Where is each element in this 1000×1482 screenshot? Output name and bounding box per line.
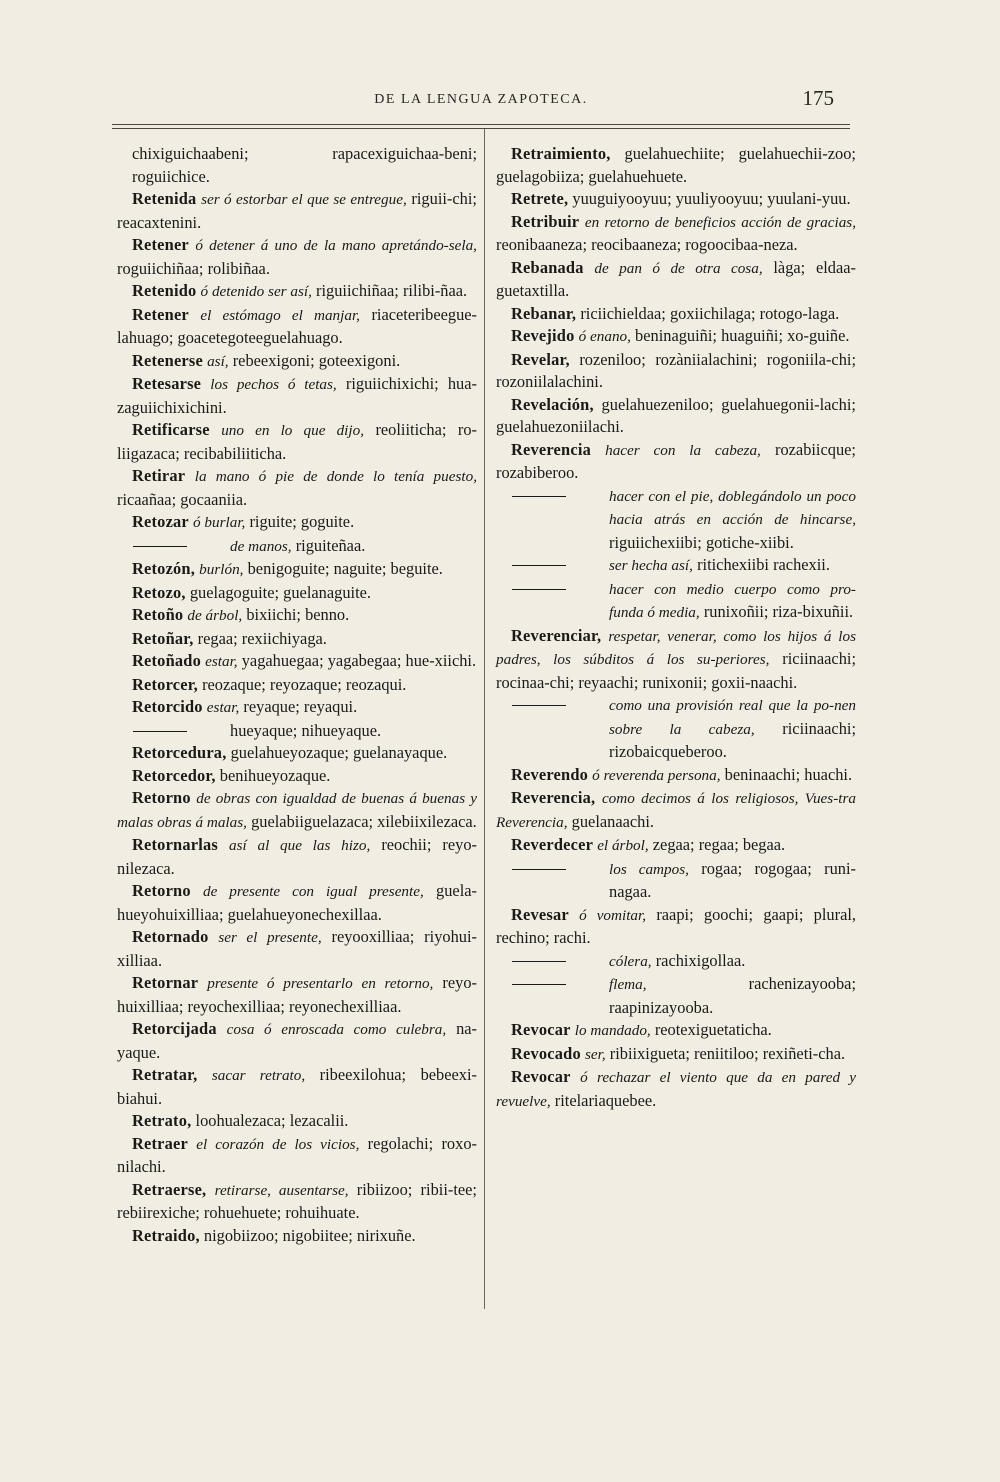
- gloss-italic: la mano ó pie de donde lo tenía puesto,: [194, 468, 477, 485]
- headword: Retribuir: [511, 211, 580, 231]
- gloss-italic: sacar retrato,: [211, 1067, 306, 1084]
- dictionary-entry: [117, 834, 477, 880]
- repeat-dash: [512, 565, 566, 566]
- gloss-italic: ó detenido ser así,: [200, 283, 312, 300]
- gloss-italic: ó enano,: [578, 328, 631, 345]
- subentry: [117, 535, 477, 559]
- dictionary-entry: [117, 1064, 477, 1110]
- headword: Retorcedura,: [132, 743, 227, 762]
- dictionary-entry: [117, 558, 477, 582]
- headword: Retornarlas: [132, 835, 218, 854]
- gloss-italic: en retorno de beneficios acción de gracias,: [584, 213, 856, 231]
- dictionary-entry: [117, 234, 477, 280]
- dictionary-entry: [117, 604, 477, 628]
- headword: Reverendo: [511, 764, 589, 784]
- dictionary-entry: [496, 303, 856, 326]
- entry-definition: riguite; goguite.: [249, 512, 355, 531]
- dictionary-entry: [496, 787, 856, 834]
- dictionary-entry: [496, 764, 856, 788]
- headword: Retornar: [132, 973, 199, 992]
- gloss-italic: presente ó presentarlo en retorno,: [207, 975, 434, 992]
- column-divider: [484, 129, 485, 1309]
- headword: Retificarse: [132, 420, 210, 439]
- gloss-italic: retirarse, ausentarse,: [214, 1181, 349, 1199]
- entry-definition: runixoñii; riza-bixuñii.: [703, 602, 854, 621]
- entry-definition: riciinaachi; rizobaicqueberoo.: [609, 718, 856, 761]
- entry-definition: guelanaachi.: [571, 811, 655, 831]
- gloss-italic: hacer con la cabeza,: [605, 441, 761, 459]
- headword: Retener: [132, 235, 189, 254]
- entry-definition: reyooxilliaa; riyohui-xilliaa.: [117, 927, 477, 970]
- entry-definition: regaa; rexiichiyaga.: [197, 628, 327, 648]
- headword: Retorno: [132, 788, 191, 807]
- gloss-italic: el corazón de los vicios,: [196, 1135, 360, 1153]
- entry-definition: rogaa; rogogaa; runi-nagaa.: [609, 858, 856, 901]
- dictionary-entry: [496, 439, 856, 485]
- repeat-dash: [512, 961, 566, 962]
- dictionary-entry: [117, 373, 477, 419]
- entry-definition: rachixigollaa.: [655, 950, 746, 970]
- headword: Retorcijada: [132, 1019, 217, 1038]
- entry-continuation: [117, 143, 477, 188]
- headword: Rebanada: [511, 257, 584, 277]
- headword: Retornado: [132, 927, 209, 946]
- entry-definition: guelahueyozaque; guelanayaque.: [230, 743, 448, 762]
- dictionary-entry: [496, 1043, 856, 1067]
- header-rule-double: [112, 128, 850, 129]
- headword: Revocado: [511, 1043, 581, 1063]
- headword: Retozar: [132, 512, 189, 531]
- page-header: [112, 86, 850, 120]
- dictionary-entry: [117, 280, 477, 304]
- headword: Retratar,: [132, 1065, 198, 1084]
- entry-definition: reonibaaneza; reocibaaneza; rogoocibaa-neza.: [496, 235, 798, 254]
- subentry: [496, 950, 856, 974]
- dictionary-entry: [496, 625, 856, 695]
- entry-definition: làga; eldaa-guetaxtilla.: [496, 257, 857, 300]
- repeat-dash: [512, 869, 566, 870]
- entry-definition: rozabiicque; rozabiberoo.: [496, 439, 856, 482]
- entry-definition: na-yaque.: [117, 1019, 477, 1062]
- headword: Retozón,: [132, 559, 196, 578]
- dictionary-entry: [496, 394, 856, 439]
- repeat-dash: [133, 546, 187, 547]
- entry-definition: reozaque; reyozaque; reozaqui.: [202, 674, 407, 694]
- gloss-italic: respetar, venerar, como los hijos á los padres, los súbditos á los su-periores,: [496, 627, 856, 668]
- dictionary-entry: [117, 765, 477, 788]
- dictionary-entry: [496, 349, 856, 394]
- dictionary-entry: [117, 880, 477, 926]
- headword: Revesar: [511, 904, 569, 924]
- right-column: [496, 143, 856, 1113]
- dictionary-entry: [496, 1019, 856, 1043]
- dictionary-entry: [117, 628, 477, 651]
- dictionary-entry: [117, 582, 477, 605]
- entry-definition: guelahuechiite; guelahuechii-zoo; guelagobiiza; guelahuehuete.: [496, 144, 856, 186]
- entry-definition: bixiichi; benno.: [246, 605, 350, 624]
- gloss-italic: ser ó estorbar el que se entregue,: [201, 191, 407, 208]
- headword: Retraido,: [132, 1225, 200, 1245]
- dictionary-entry: [496, 1066, 856, 1113]
- entry-definition: yuuguiyooyuu; yuuliyooyuu; yuulani-yuu.: [572, 189, 851, 208]
- repeat-dash: [512, 705, 566, 706]
- gloss-italic: hacer con medio cuerpo como pro-funda ó media,: [609, 580, 856, 621]
- headword: Retesarse: [132, 374, 202, 393]
- dictionary-entry: [117, 1225, 477, 1248]
- headword: Revelar,: [511, 349, 570, 369]
- entry-definition: reyo-huixilliaa; reyochexilliaa; reyonechexilliaa.: [117, 973, 477, 1016]
- dictionary-entry: [496, 325, 856, 349]
- entry-definition: regolachi; roxo-nilachi.: [117, 1133, 477, 1176]
- dictionary-entry: [117, 188, 477, 234]
- headword: Reverdecer: [511, 835, 594, 854]
- entry-definition: ritichexiibi rachexii.: [697, 555, 830, 574]
- subentry: [117, 720, 477, 743]
- headword: Retrato,: [132, 1111, 192, 1130]
- dictionary-entry: [496, 143, 856, 188]
- entry-definition: beninaguiñi; huaguiñi; xo-guiñe.: [635, 326, 850, 345]
- entry-definition: rachenizayooba; raapinizayooba.: [609, 974, 856, 1017]
- dictionary-entry: [496, 188, 856, 211]
- headword: Revocar: [511, 1020, 571, 1039]
- entry-definition: ritelariaquebee.: [554, 1090, 657, 1110]
- gloss-italic: como decimos á los religiosos, Vues-tra Reverencia,: [496, 790, 856, 831]
- entry-definition: reyaque; reyaqui.: [243, 697, 358, 716]
- entry-definition: riguiteñaa.: [295, 535, 366, 555]
- entry-definition: riguiichexiibi; gotiche-xiibi.: [609, 532, 794, 552]
- dictionary-entry: [117, 1110, 477, 1133]
- headword: Retener: [132, 304, 189, 324]
- gloss-italic: cosa ó enroscada como culebra,: [226, 1021, 447, 1038]
- subentry: [496, 578, 856, 625]
- gloss-italic: ser,: [585, 1045, 606, 1063]
- entry-definition: hueyaque; nihueyaque.: [230, 720, 382, 740]
- dictionary-entry: [117, 1179, 477, 1225]
- gloss-italic: ó detener á uno de la mano apretándo-sela,: [195, 237, 477, 254]
- entry-definition: yagahuegaa; yagabegaa; hue-xiichi.: [241, 651, 477, 670]
- header-rule: [112, 124, 850, 125]
- dictionary-entry: [117, 787, 477, 834]
- entry-definition: reochii; reyo-nilezaca.: [117, 835, 477, 878]
- dictionary-entry: [496, 904, 856, 950]
- repeat-dash: [512, 984, 566, 985]
- entry-definition: riguiichiñaa; rilibi-ñaa.: [316, 281, 468, 300]
- headword: Retorcedor,: [132, 765, 216, 785]
- dictionary-entry: [117, 674, 477, 697]
- headword: Retraerse,: [132, 1179, 207, 1199]
- gloss-italic: de pan ó de otra cosa,: [594, 259, 763, 277]
- entry-definition: riciinaachi; rocinaa-chi; reyaachi; runixonii; goxii-naachi.: [496, 649, 856, 692]
- gloss-italic: burlón,: [199, 561, 244, 578]
- gloss-italic: cólera,: [609, 952, 652, 970]
- dictionary-entry: [117, 742, 477, 765]
- headword: Retraimiento,: [511, 144, 611, 163]
- gloss-italic: lo mandado,: [574, 1022, 651, 1039]
- gloss-italic: estar,: [205, 653, 238, 670]
- dictionary-entry: [117, 650, 477, 674]
- gloss-italic: de árbol,: [187, 607, 243, 624]
- gloss-italic: el árbol,: [597, 837, 649, 854]
- headword: Retoñado: [132, 651, 201, 670]
- entry-definition: guelagoguite; guelanaguite.: [189, 582, 371, 602]
- entry-definition: riciichieldaa; goxiichilaga; rotogo-laga.: [580, 303, 840, 323]
- gloss-italic: uno en lo que dijo,: [221, 422, 364, 439]
- subentry: [496, 694, 856, 764]
- repeat-dash: [512, 496, 566, 497]
- repeat-dash: [133, 731, 187, 732]
- gloss-italic: ó burlar,: [193, 514, 246, 531]
- subentry: [496, 554, 856, 578]
- entry-definition: chixiguichaabeni; rapacexiguichaa-beni; roguiichice.: [132, 144, 477, 186]
- entry-definition: guelahuezeniloo; guelahuegonii-lachi; guelahuezoniilachi.: [496, 394, 856, 436]
- entry-definition: raapi; goochi; gaapi; plural, rechino; rachi.: [496, 904, 856, 947]
- gloss-italic: ser el presente,: [218, 929, 322, 946]
- repeat-dash: [512, 589, 566, 590]
- dictionary-entry: [496, 257, 856, 303]
- headword: Retenido: [132, 281, 197, 300]
- headword: Retirar: [132, 466, 186, 485]
- entry-definition: guelabiiguelazaca; xilebiixilezaca.: [251, 811, 477, 831]
- gloss-italic: de manos,: [230, 537, 292, 555]
- entry-definition: beninaachi; huachi.: [724, 764, 853, 784]
- entry-definition: ribiizoo; ribii-tee; rebiirexiche; rohuehuete; rohuihuate.: [117, 1179, 477, 1222]
- gloss-italic: de presente con igual presente,: [203, 883, 424, 900]
- dictionary-entry: [117, 419, 477, 465]
- entry-definition: benigoguite; naguite; beguite.: [247, 559, 443, 578]
- dictionary-entry: [117, 696, 477, 720]
- headword: Revocar: [511, 1067, 571, 1086]
- gloss-italic: hacer con el pie, doblegándolo un poco hacia atrás en acción de hincarse,: [609, 487, 856, 528]
- entry-definition: guela-hueyohuixilliaa; guelahueyonechexillaa.: [117, 881, 477, 924]
- entry-definition: riguiichixichi; hua-zaguiichixichini.: [117, 374, 477, 417]
- headword: Revejido: [511, 326, 575, 345]
- gloss-italic: los pechos ó tetas,: [210, 376, 337, 393]
- left-column: [117, 143, 477, 1247]
- entry-definition: reoliiticha; ro-liigazaca; recibabiliiticha.: [117, 420, 477, 463]
- entry-definition: zegaa; regaa; begaa.: [652, 835, 786, 854]
- dictionary-entry: [117, 304, 477, 350]
- headword: Rebanar,: [511, 303, 577, 323]
- dictionary-entry: [117, 511, 477, 535]
- dictionary-entry: [117, 1018, 477, 1064]
- dictionary-entry: [117, 465, 477, 511]
- gloss-italic: ó reverenda persona,: [592, 766, 721, 784]
- headword: Retorcer,: [132, 674, 198, 694]
- gloss-italic: flema,: [609, 976, 647, 993]
- entry-definition: nigobiizoo; nigobiitee; nirixuñe.: [203, 1225, 416, 1245]
- gloss-italic: así al que las hizo,: [229, 837, 371, 854]
- dictionary-entry: [117, 972, 477, 1018]
- entry-definition: rebeexigoni; goteexigoni.: [232, 350, 401, 370]
- entry-definition: ribeexilohua; bebeexi-biahui.: [117, 1065, 477, 1108]
- headword: Retenerse: [132, 350, 203, 370]
- running-title: DE LA LENGUA ZAPOTECA.: [374, 92, 588, 107]
- entry-definition: rozeniloo; rozàniialachini; rogoniila-chi; rozoniilalachini.: [496, 349, 856, 391]
- headword: Retenida: [132, 189, 197, 208]
- entry-definition: riguii-chi; reacaxtenini.: [117, 189, 477, 232]
- gloss-italic: ó rechazar el viento que da en pared y revuelve,: [496, 1069, 856, 1110]
- gloss-italic: ser hecha así,: [609, 557, 693, 574]
- headword: Retoñar,: [132, 628, 194, 648]
- headword: Retorcido: [132, 697, 203, 716]
- headword: Retrete,: [511, 189, 569, 208]
- entry-definition: ribiixigueta; reniitiloo; rexiñeti-cha.: [609, 1043, 846, 1063]
- dictionary-entry: [496, 834, 856, 858]
- dictionary-entry: [117, 350, 477, 374]
- entry-definition: roguiichiñaa; rolibiñaa.: [117, 258, 270, 278]
- subentry: [496, 485, 856, 555]
- headword: Revelación,: [511, 394, 594, 414]
- page-number: 175: [802, 86, 834, 110]
- headword: Reverencia,: [511, 788, 596, 807]
- entry-definition: benihueyozaque.: [219, 765, 331, 785]
- headword: Retoño: [132, 605, 184, 624]
- entry-definition: loohualezaca; lezacalii.: [195, 1111, 349, 1130]
- headword: Reverencia: [511, 439, 591, 459]
- gloss-italic: el estómago el manjar,: [200, 306, 360, 324]
- gloss-italic: de obras con igualdad de buenas á buenas y malas obras á malas,: [117, 790, 477, 831]
- headword: Reverenciar,: [511, 625, 602, 645]
- dictionary-entry: [117, 1133, 477, 1179]
- gloss-italic: los campos,: [609, 860, 689, 878]
- gloss-italic: como una provisión real que la po-nen sobre la cabeza,: [609, 697, 856, 738]
- subentry: [496, 973, 856, 1019]
- headword: Retozo,: [132, 582, 186, 602]
- gloss-italic: estar,: [206, 699, 240, 716]
- entry-definition: riaceteribeegue-lahuago; goacetegoteeguelahuago.: [117, 304, 477, 347]
- headword: Retraer: [132, 1133, 188, 1153]
- entry-definition: ricaañaa; gocaaniia.: [117, 489, 248, 509]
- entry-definition: reotexiguetaticha.: [654, 1020, 772, 1039]
- subentry: [496, 858, 856, 904]
- gloss-italic: así,: [207, 352, 229, 370]
- gloss-italic: ó vomitar,: [579, 906, 647, 924]
- headword: Retorno: [132, 881, 191, 900]
- dictionary-entry: [496, 211, 856, 257]
- dictionary-entry: [117, 926, 477, 972]
